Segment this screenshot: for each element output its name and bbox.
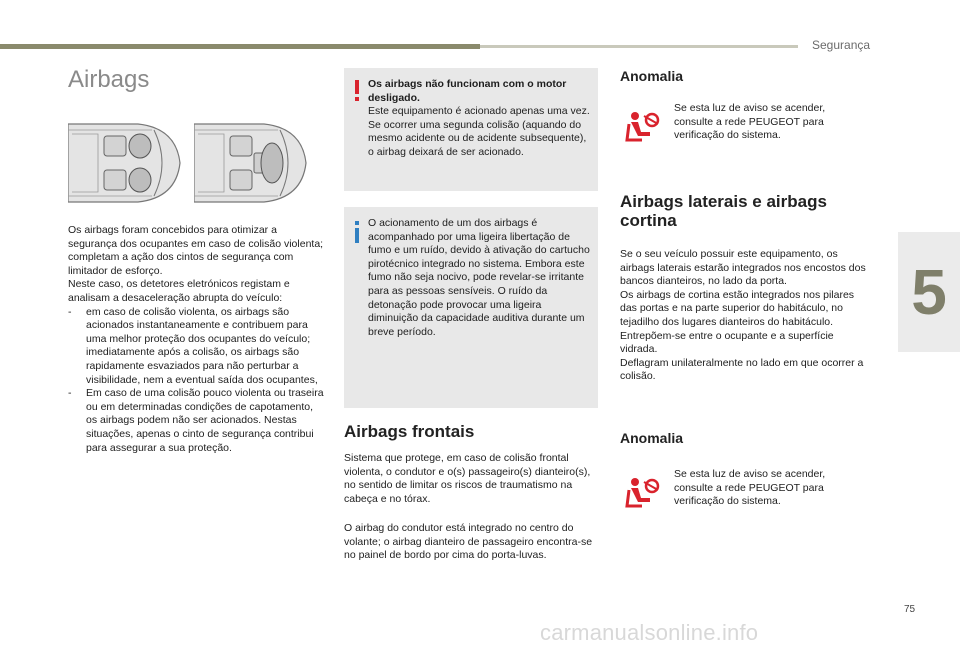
watermark: carmanualsonline.info [540,620,759,645]
info-box [344,207,598,408]
info-text: O acionamento de um dos airbags é acompanhado por uma ligeira libertação de fumo e um ruído, devido à ativação do cartucho pirotécnico integrado no sistema. Embora este fumo não seja nocivo, pode revelar-se irritante para as pessoas sensíveis. O ruído da detonação pode provocar uma ligeira diminuição da capacidade auditiva durante um breve período. [368,217,590,338]
warning-text: Este equipamento é acionado apenas uma vez. Se ocorrer uma segunda colisão (aquando do mesmo acidente ou de acidente subsequente), o airbag deixará de ser acionado. [368,105,590,158]
anomaly-title-2: Anomalia [620,430,684,446]
warning-title: Os airbags não funcionam com o motor desligado. [368,78,567,104]
frontal-text-1: Sistema que protege, em caso de colisão frontal violenta, o condutor e o(s) passageiro(s) dianteiro(s), no sentido de limitar os riscos de traumatismo na cabeça e no tórax. [344,452,591,505]
warning-box [344,68,598,191]
page-title: Airbags [68,66,150,93]
anomaly-title-1: Anomalia [620,68,684,84]
airbag-warning-light-icon [624,110,660,144]
warning-exclamation-icon [352,80,362,102]
chapter-number: 5 [911,256,947,328]
intro-text: Os airbags foram concebidos para otimizar a segurança dos ocupantes em caso de colisão violenta; completam a ação dos cintos de segurança com limitador de esforço. [68,224,324,277]
section-name: Segurança [812,38,871,52]
car-diagram-frontal-airbags [68,120,182,206]
page-number: 75 [904,604,916,615]
header-rule-light [480,45,798,48]
airbag-warning-light-icon [624,476,660,510]
anomaly-text-2: Se esta luz de aviso se acender, consulte a rede PEUGEOT para verificação do sistema. [674,468,826,508]
list-item: - em caso de colisão violenta, os airbags são acionados instantaneamente e contribuem para uma melhor proteção dos ocupantes do veículo; imediatamente após a colisão, os airbags são rapidamente esvaziados para não perturbar a visibilidade, nem a eventual saída dos ocupantes, [68,305,318,386]
chapter-tab [898,232,960,352]
header-rule-dark [0,44,480,49]
info-icon [352,221,362,243]
list-item: - Em caso de uma colisão pouco violenta ou traseira ou em determinadas condições de capotamento, os airbags podem não ser acionados. Nestas situações, apenas o cinto de segurança contribui para assegurar a sua proteção. [68,387,324,454]
detectors-text: Neste caso, os detetores eletrónicos registam e analisam a desaceleração abrupta do veículo: [68,278,290,304]
frontal-text-2: O airbag do condutor está integrado no centro do volante; o airbag dianteiro de passageiro encontra-se no painel de bordo por cima do porta-luvas. [344,522,593,562]
lateral-airbags-text: Se o seu veículo possuir este equipamento, os airbags laterais estarão integrados nos encostos dos bancos dianteiros, no lado da porta. Os airbags de cortina estão integrados nos pilares das portas e na parte superior do habitáculo, no tejadilho dos lugares dianteiros do habitáculo. Entrepõem-se entre o ocupante e a superfície vidrada. Deflagram unilateralmente no lado em que ocorrer a colisão. [620,248,866,383]
car-diagram-lateral-airbags [194,120,308,206]
lateral-airbags-title: Airbags laterais e airbags cortina [620,192,827,230]
airbags-intro [68,224,324,455]
anomaly-text-1: Se esta luz de aviso se acender, consulte a rede PEUGEOT para verificação do sistema. [674,102,826,142]
frontal-airbags-title: Airbags frontais [344,422,475,441]
